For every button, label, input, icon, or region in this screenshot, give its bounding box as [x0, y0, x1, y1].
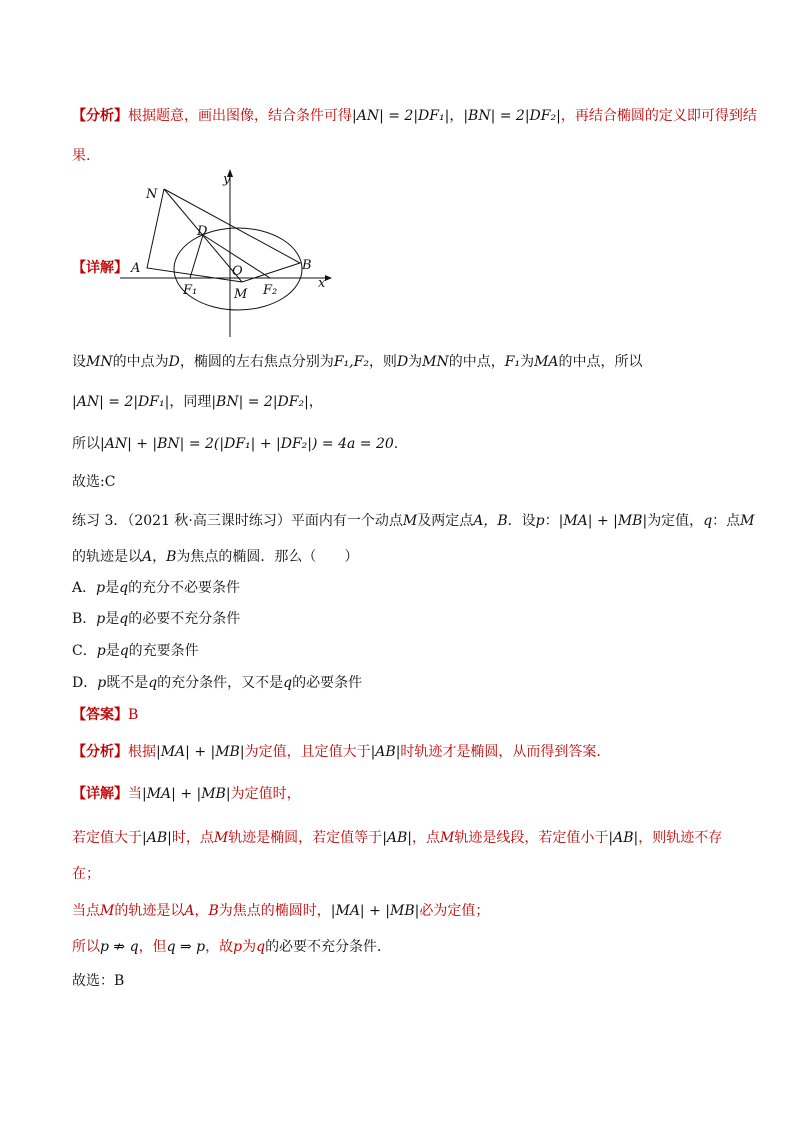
text: 练习 3．（2021 秋·高三课时练习）平面内有一个动点 [72, 513, 403, 529]
var-p: p [96, 643, 106, 659]
detail2-line-2 [72, 828, 722, 848]
var-b: B [208, 903, 219, 919]
formula-q-imply-p: q ⇒ p [166, 939, 206, 955]
text: 的充要条件 [128, 643, 199, 659]
text: . [393, 436, 399, 452]
ellipse-figure [120, 165, 340, 340]
text: 根据 [128, 744, 156, 760]
text: 的中点为 [112, 354, 169, 370]
formula-ma-mb: |MA| + |MB| [142, 786, 231, 802]
var-a: A [142, 549, 153, 565]
var-mn: MN [86, 354, 113, 370]
answer-line [72, 705, 138, 725]
label-d: D [197, 224, 208, 239]
var-p: p [96, 580, 106, 596]
var-m: M [402, 513, 418, 529]
option-label: A． [72, 580, 97, 596]
text: 的轨迹是以 [114, 903, 185, 919]
var-q: q [119, 643, 129, 659]
answer-line-2: 故选：B [72, 973, 125, 989]
text: ，则 [368, 354, 397, 370]
text: 为 [242, 939, 257, 955]
text: 当 [128, 786, 142, 802]
formula-ma-mb: |MA| + |MB| [330, 903, 420, 919]
formula-an: |AN| = 2|DF₁| [352, 108, 450, 124]
var-d: D [168, 354, 180, 370]
analysis-text-2: ，再结合椭圆的定义即可得到结 [560, 108, 757, 124]
label-m: M [234, 287, 248, 302]
analysis-text: 根据题意，画出图像，结合条件可得 [128, 108, 352, 124]
option-label: D． [72, 675, 98, 691]
text: 所以 [72, 436, 100, 452]
detail2-line-5 [72, 937, 391, 957]
var-m: M [100, 903, 115, 919]
var-d: D [396, 354, 409, 370]
detail2-line-3: 在； [72, 866, 100, 882]
var-q: q [256, 939, 266, 955]
text: 为 [408, 354, 423, 370]
var-ma: MA [534, 354, 559, 370]
option-d [72, 673, 362, 693]
analysis2-line [72, 742, 601, 762]
var-p: p [535, 513, 545, 529]
formula-p-not-imply-q: p ⇏ q [100, 939, 139, 955]
text: ， [308, 394, 323, 410]
text: 的中点， [448, 354, 505, 370]
text: ， [152, 549, 167, 565]
var-p: p [96, 611, 106, 627]
x-axis-arrow [325, 275, 332, 281]
text: 当点 [72, 903, 100, 919]
text: 的必要不充分条件 [128, 611, 241, 627]
text: ，故 [205, 939, 234, 955]
var-q: q [283, 675, 293, 691]
var-f1: F₁ [504, 354, 521, 370]
formula-bn: |BN| = 2|DF₂| [463, 108, 561, 124]
text: 是 [105, 611, 120, 627]
answer-tag: 【答案】 [72, 707, 128, 723]
answer-line-1: 故选:C [72, 474, 116, 490]
text: 既不是 [106, 675, 149, 691]
text: 轨迹是线段，若定值小于 [454, 830, 609, 846]
label-n: N [146, 187, 158, 202]
var-m: M [740, 513, 755, 529]
var-p: p [233, 939, 243, 955]
solution-line-2 [72, 392, 323, 412]
question-line-2 [72, 547, 358, 567]
text: 为焦点的椭圆．那么（ ） [176, 549, 359, 565]
detail-tag: 【详解】 [72, 260, 128, 276]
label-x: x [318, 276, 326, 291]
option-c [72, 641, 199, 661]
option-b [72, 609, 240, 629]
question-line-1 [72, 511, 755, 531]
var-b: B [166, 549, 177, 565]
option-label: B． [72, 611, 97, 627]
text: 轨迹是椭圆，若定值等于 [228, 830, 383, 846]
quad-a-n-b-m [147, 189, 300, 282]
var-p: p [97, 675, 107, 691]
text: 的轨迹是以 [72, 549, 142, 565]
answer-value: B [128, 707, 139, 723]
formula-ab: |AB| [382, 830, 413, 846]
text: 的必要条件 [292, 675, 363, 691]
var-m: M [440, 830, 455, 846]
analysis-tag: 【分析】 [72, 744, 128, 760]
label-f2: F₂ [263, 283, 278, 298]
hidden [147, 263, 300, 268]
formula-ma-mb: |MA| + |MB| [558, 513, 648, 529]
option-a [72, 578, 240, 598]
text: 为定值， [647, 513, 704, 529]
detail-tag: 【详解】 [72, 786, 128, 802]
text: ，但 [138, 939, 167, 955]
var-ab: A，B [473, 513, 508, 529]
segment-df1 [190, 235, 203, 278]
var-f1f2: F₁,F₂ [333, 354, 369, 370]
text: 的必要不充分条件． [265, 939, 392, 955]
text: ：点 [712, 513, 741, 529]
formula-ma-mb: |MA| + |MB| [156, 744, 245, 760]
text: 必为定值； [419, 903, 490, 919]
text: ，同理 [169, 394, 212, 410]
formula-ab: |AB| [370, 744, 401, 760]
option-label: C． [72, 643, 97, 659]
text: 为 [520, 354, 535, 370]
var-q: q [119, 611, 129, 627]
text: 的充分不必要条件 [128, 580, 241, 596]
text: 时，点 [171, 830, 214, 846]
separator: ， [449, 108, 464, 124]
text: 为焦点的椭圆时， [218, 903, 331, 919]
text: 为定值，且定值大于 [244, 744, 371, 760]
var-q: q [703, 513, 713, 529]
solution-line-1 [72, 352, 643, 372]
analysis-line-2: 果. [72, 148, 91, 164]
var-a: A [184, 903, 195, 919]
text: ，点 [412, 830, 441, 846]
var-m: M [213, 830, 229, 846]
text: ， [194, 903, 209, 919]
analysis-line-1 [72, 106, 757, 126]
text: 的充分条件，又不是 [157, 675, 284, 691]
formula-sum: |AN| + |BN| = 2(|DF₁| + |DF₂|) = 4a = 20 [100, 436, 394, 452]
label-y: y [223, 172, 231, 187]
text: 的中点，所以 [558, 354, 643, 370]
text: ．设 [507, 513, 536, 529]
var-q: q [119, 580, 129, 596]
text: 时轨迹才是椭圆，从而得到答案. [400, 744, 601, 760]
detail2-line-1 [72, 784, 301, 804]
text: ： [544, 513, 559, 529]
formula-ab: |AB| [142, 830, 172, 846]
var-mn: MN [422, 354, 449, 370]
text: 是 [105, 580, 120, 596]
label-o: O [232, 264, 243, 279]
detail2-line-4 [72, 901, 489, 921]
text: 及两定点 [417, 513, 474, 529]
solution-line-3 [72, 434, 398, 454]
text: 是 [105, 643, 120, 659]
text: 为定值时， [230, 786, 301, 802]
text: ，椭圆的左右焦点分别为 [179, 354, 334, 370]
text: 所以 [72, 939, 100, 955]
var-q: q [148, 675, 158, 691]
formula-an: |AN| = 2|DF₁| [72, 394, 170, 410]
label-f1: F₁ [183, 283, 198, 298]
text: 设 [72, 354, 86, 370]
text: ，则轨迹不存 [638, 830, 723, 846]
analysis-tag: 【分析】 [72, 108, 128, 124]
label-a: A [131, 261, 141, 276]
text: 若定值大于 [72, 830, 142, 846]
formula-bn: |BN| = 2|DF₂| [211, 394, 309, 410]
label-b: B [302, 258, 312, 273]
formula-ab: |AB| [608, 830, 639, 846]
